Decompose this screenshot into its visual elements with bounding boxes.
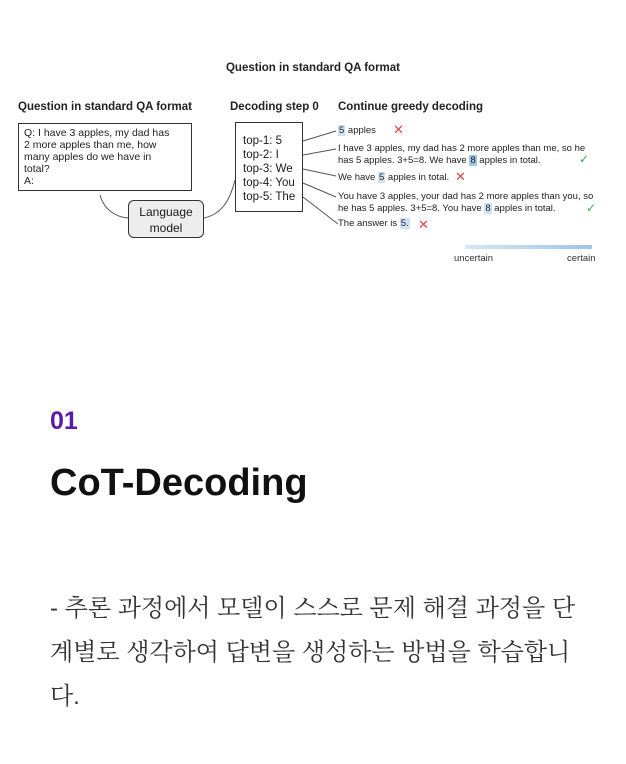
- path-line-2: [303, 149, 336, 155]
- section-number: 01: [50, 407, 78, 435]
- path-text: he has 5 apples. 3+5=8. You have: [338, 203, 485, 214]
- continue-decoding-header: Continue greedy decoding: [338, 101, 484, 113]
- path-text: We have: [338, 172, 378, 183]
- topk-item: top-3: We: [243, 163, 293, 175]
- topk-item: top-2: I: [243, 149, 279, 161]
- question-box: [18, 123, 192, 191]
- question-line: 2 more apples than me, how: [24, 139, 157, 151]
- wrong-icon: ✕: [418, 217, 429, 232]
- section-title: CoT-Decoding: [50, 462, 308, 504]
- wrong-icon: ✕: [393, 122, 404, 137]
- topk-item: top-5: The: [243, 191, 296, 203]
- path-1: [338, 125, 376, 137]
- legend-uncertain: uncertain: [454, 253, 494, 264]
- answer-highlight: 5.: [400, 218, 409, 229]
- answer-highlight: 5: [378, 172, 385, 183]
- path-3: [338, 172, 449, 184]
- decoding-step-header: Decoding step 0: [230, 101, 319, 113]
- topk-item: top-1: 5: [243, 135, 282, 147]
- path-line-5: [303, 197, 338, 224]
- model-to-topk-line: [204, 180, 235, 218]
- path-text: The answer is: [338, 218, 400, 229]
- path-text: I have 3 apples, my dad has 2 more apples than me, so he: [338, 143, 586, 154]
- path-text: You have 3 apples, your dad has 2 more apples than you, so: [338, 191, 594, 202]
- path-text: apples in total.: [491, 203, 556, 214]
- legend-certain: certain: [567, 253, 596, 264]
- correct-icon: ✓: [586, 201, 597, 215]
- question-header: Question in standard QA format: [18, 101, 193, 113]
- section-description: - 추론 과정에서 모델이 스스로 문제 해결 과정을 단계별로 생각하여 답변을 생성하는 방법을 학습합니다.: [50, 595, 576, 710]
- question-line: total?: [24, 163, 50, 175]
- question-to-model-line: [100, 195, 128, 218]
- confidence-legend-bar: [465, 245, 592, 249]
- path-line-4: [303, 183, 336, 197]
- topk-box: [235, 122, 303, 212]
- path-text: has 5 apples. 3+5=8. We have: [338, 155, 470, 166]
- path-5: [338, 218, 410, 230]
- path-line-1: [303, 131, 336, 141]
- path-text: apples in total.: [385, 172, 450, 183]
- path-text: apples in total.: [476, 155, 541, 166]
- path-4: [338, 191, 593, 215]
- answer-highlight: 8: [470, 155, 476, 166]
- path-line-3: [303, 169, 336, 176]
- path-text: apples: [345, 125, 376, 136]
- question-line: A:: [24, 175, 34, 187]
- language-model-box: [128, 200, 204, 238]
- model-label: model: [149, 221, 183, 235]
- figure-title: Question in standard QA format: [225, 62, 400, 74]
- model-label: Language: [139, 205, 193, 219]
- path-2: [338, 143, 585, 167]
- answer-highlight: 5: [339, 125, 345, 136]
- question-line: Q: I have 3 apples, my dad has: [24, 127, 170, 139]
- topk-item: top-4: You: [243, 177, 295, 189]
- correct-icon: ✓: [579, 152, 590, 166]
- answer-highlight: 8: [485, 203, 491, 214]
- question-line: many apples do we have in: [24, 151, 152, 163]
- wrong-icon: ✕: [455, 169, 466, 184]
